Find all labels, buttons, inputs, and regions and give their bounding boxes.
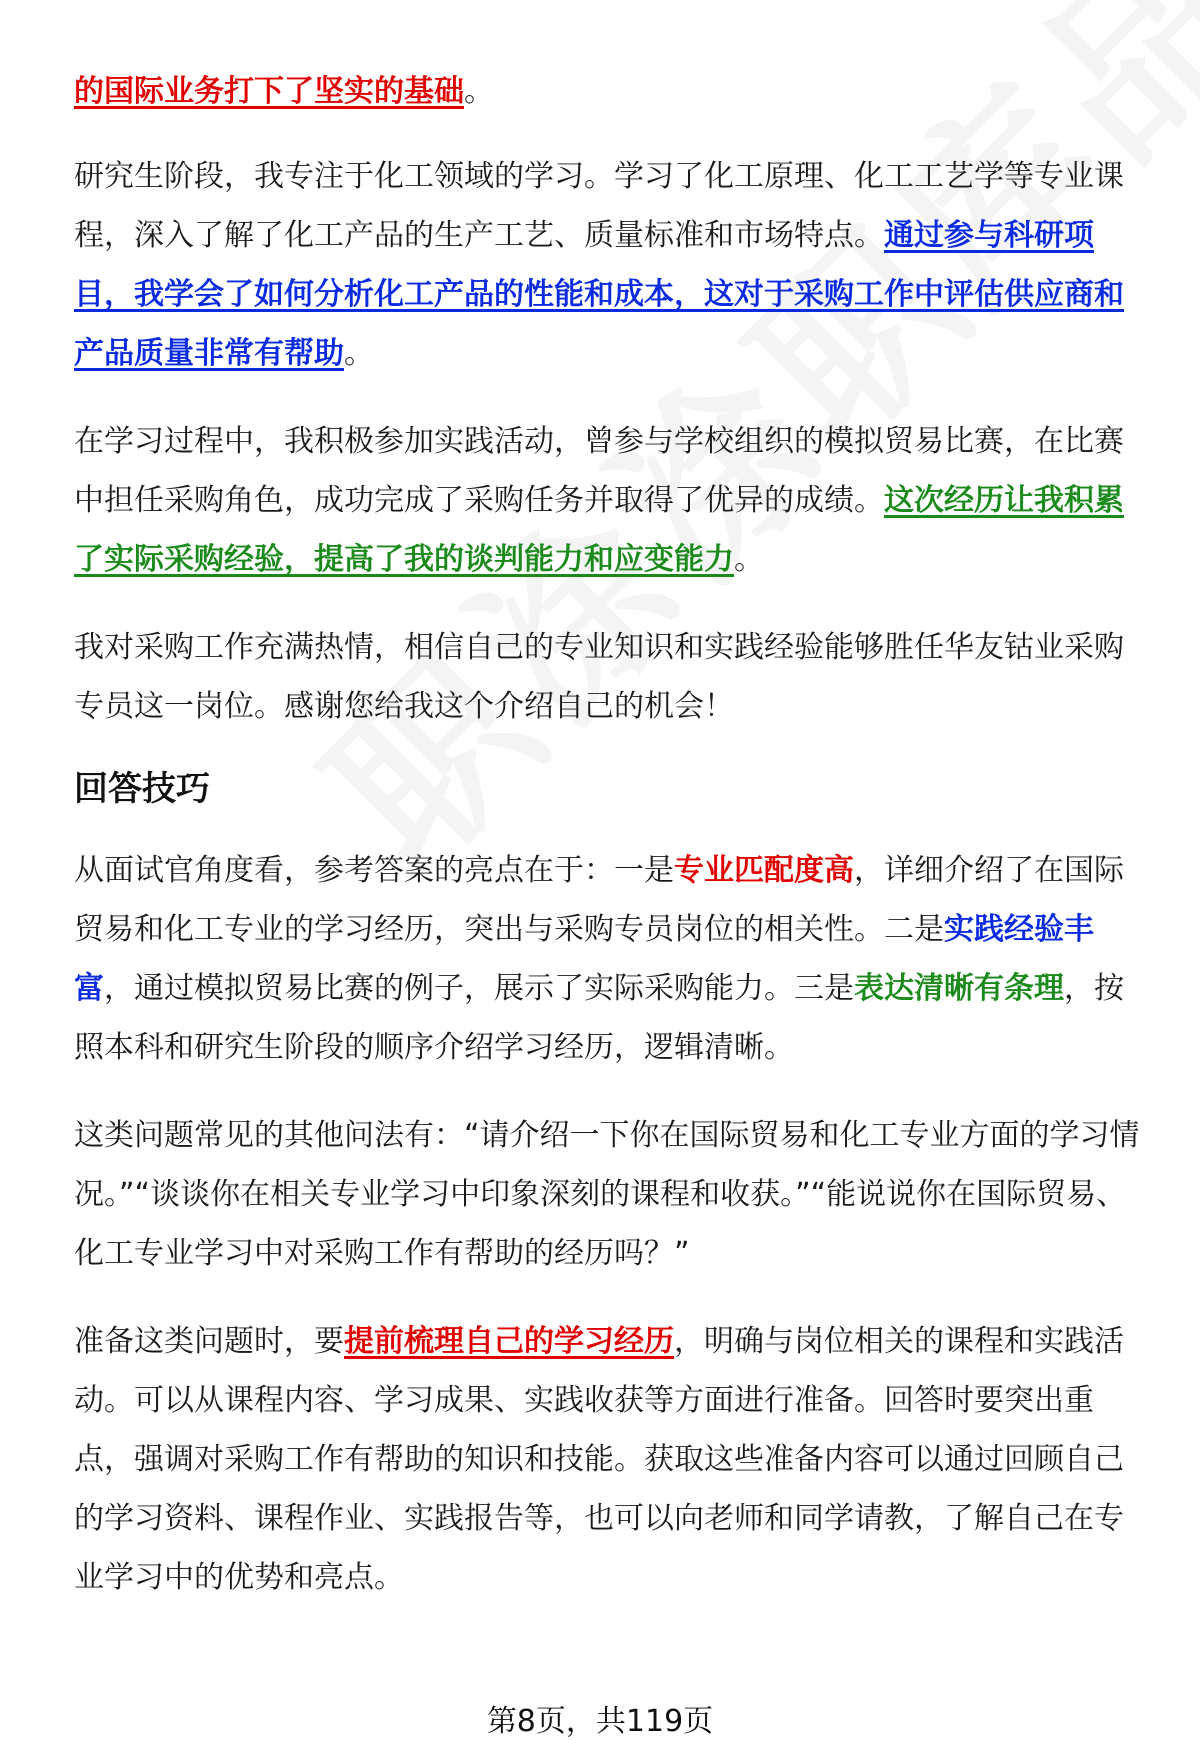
page-number: 第8页，共119页 — [486, 1704, 714, 1739]
keyword-green: 表达清晰有条理 — [854, 971, 1064, 1006]
keyword-red: 专业匹配度高 — [674, 853, 854, 888]
text-segment: 在学习过程中，我积极参加实践活动，曾参与学校组织的模拟贸易比赛，在比赛中担任采购角色，成功完成了采购任务并取得了优异的成绩。 — [74, 424, 1124, 518]
text-segment: 。 — [464, 74, 494, 109]
section-heading: 回答技巧 — [74, 769, 210, 809]
paragraph-preparation — [74, 1312, 1150, 1607]
paragraph-practice — [74, 412, 1150, 589]
text-segment: 。 — [344, 336, 374, 371]
text-segment: 我对采购工作充满热情，相信自己的专业知识和实践经验能够胜任华友钴业采购专员这一岗位。感谢您给我这个介绍自己的机会！ — [74, 630, 1124, 724]
text-segment: 。 — [734, 542, 764, 577]
paragraph-highlights — [74, 841, 1150, 1077]
paragraph-alternative-questions — [74, 1106, 1150, 1283]
highlight-red: 提前梳理自己的学习经历 — [344, 1324, 674, 1359]
paragraph-continuation — [74, 62, 1150, 121]
text-segment: 这类问题常见的其他问法有：“请介绍一下你在国际贸易和化工专业方面的学习情况。”“谈谈你在相关专业学习中印象深刻的课程和收获。”“能说说你在国际贸易、化工专业学习中对采购工作有帮助的经历吗？” — [74, 1118, 1140, 1271]
text-segment: 研究生阶段，我专注于化工领域的学习。学习了化工原理、化工工艺学等专业课程，深入了解了化工产品的生产工艺、质量标准和市场特点。 — [74, 159, 1124, 253]
text-segment: 准备这类问题时，要 — [74, 1324, 344, 1359]
highlight-green: 这次经历让我积累了实际采购经验，提高了我的谈判能力和应变能力 — [74, 483, 1124, 577]
text-segment: ，详细介绍了在国际贸易和化工专业的学习经历，突出与采购专员岗位的相关性。二是 — [74, 853, 1124, 947]
document-page — [74, 62, 1150, 1636]
highlight-red: 的国际业务打下了坚实的基础 — [74, 74, 464, 109]
text-segment: ，按照本科和研究生阶段的顺序介绍学习经历，逻辑清晰。 — [74, 971, 1124, 1065]
text-segment: 从面试官角度看，参考答案的亮点在于：一是 — [74, 853, 674, 888]
text-segment: ，明确与岗位相关的课程和实践活动。可以从课程内容、学习成果、实践收获等方面进行准备。回答时要突出重点，强调对采购工作有帮助的知识和技能。获取这些准备内容可以通过回顾自己的学习资料、课程作业、实践报告等，也可以向老师和同学请教，了解自己在专业学习中的优势和亮点。 — [74, 1324, 1124, 1595]
paragraph-graduate-study — [74, 147, 1150, 383]
text-segment: ，通过模拟贸易比赛的例子，展示了实际采购能力。三是 — [104, 971, 854, 1006]
paragraph-closing — [74, 618, 1150, 736]
keyword-blue: 实践经验丰富 — [74, 912, 1094, 1006]
highlight-blue: 通过参与科研项目，我学会了如何分析化工产品的性能和成本，这对于采购工作中评估供应商和产品质量非常有帮助 — [74, 218, 1124, 371]
